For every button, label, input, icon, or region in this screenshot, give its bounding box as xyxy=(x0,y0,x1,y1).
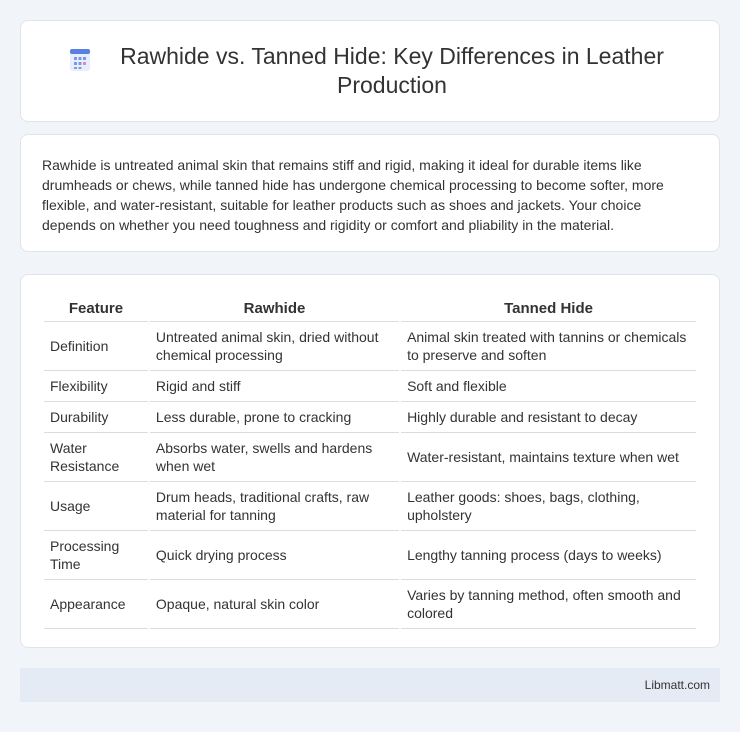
header-rawhide: Rawhide xyxy=(150,295,399,322)
table-row xyxy=(44,371,696,402)
table-cell: Water-resistant, maintains texture when wet xyxy=(401,433,696,482)
table-row xyxy=(44,580,696,629)
table-cell: Lengthy tanning process (days to weeks) xyxy=(401,531,696,580)
table-cell: Processing Time xyxy=(44,531,148,580)
table-header-row xyxy=(44,295,696,322)
table-cell: Soft and flexible xyxy=(401,371,696,402)
table-cell: Definition xyxy=(44,322,148,371)
table-cell: Untreated animal skin, dried without chemical processing xyxy=(150,322,399,371)
table-cell: Drum heads, traditional crafts, raw material for tanning xyxy=(150,482,399,531)
header-tanned-hide: Tanned Hide xyxy=(401,295,696,322)
table-cell: Appearance xyxy=(44,580,148,629)
document-grid-icon xyxy=(68,48,92,72)
table-cell: Opaque, natural skin color xyxy=(150,580,399,629)
table-cell: Water Resistance xyxy=(44,433,148,482)
table-cell: Less durable, prone to cracking xyxy=(150,402,399,433)
footer-site-link[interactable]: Libmatt.com xyxy=(644,678,710,692)
summary-card xyxy=(20,134,720,252)
table-row xyxy=(44,482,696,531)
table-cell: Rigid and stiff xyxy=(150,371,399,402)
table-cell: Usage xyxy=(44,482,148,531)
table-cell: Highly durable and resistant to decay xyxy=(401,402,696,433)
page-title: Rawhide vs. Tanned Hide: Key Differences in Leather Production xyxy=(120,43,664,98)
table-cell: Durability xyxy=(44,402,148,433)
table-cell: Varies by tanning method, often smooth and colored xyxy=(401,580,696,629)
table-row xyxy=(44,433,696,482)
table-cell: Absorbs water, swells and hardens when wet xyxy=(150,433,399,482)
table-cell: Flexibility xyxy=(44,371,148,402)
table-row xyxy=(44,531,696,580)
title-card xyxy=(20,20,720,122)
table-row xyxy=(44,402,696,433)
header-feature: Feature xyxy=(44,295,148,322)
table-cell: Quick drying process xyxy=(150,531,399,580)
footer xyxy=(20,668,720,702)
title-wrap xyxy=(50,42,690,100)
table-cell: Leather goods: shoes, bags, clothing, upholstery xyxy=(401,482,696,531)
comparison-table xyxy=(42,295,698,629)
table-row xyxy=(44,322,696,371)
table-cell: Animal skin treated with tannins or chemicals to preserve and soften xyxy=(401,322,696,371)
summary-text: Rawhide is untreated animal skin that remains stiff and rigid, making it ideal for durable items like drumheads or chews, while tanned hide has undergone chemical processing to become softer, more flexible, and water-resistant, suitable for leather products such as shoes and jackets. Your choice depends on whether you need toughness and rigidity or comfort and pliability in the material. xyxy=(42,157,664,233)
table-card xyxy=(20,274,720,648)
